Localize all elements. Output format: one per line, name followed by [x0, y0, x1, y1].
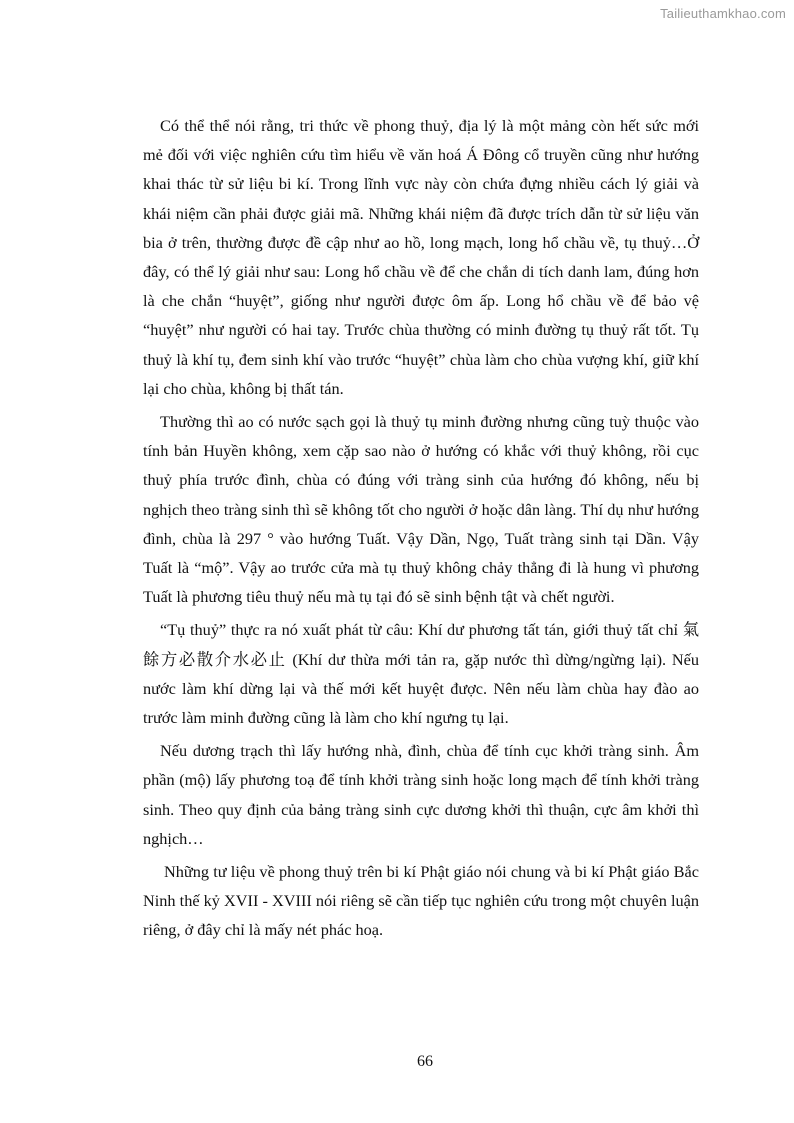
main-text — [143, 111, 699, 949]
paragraph-feng-shui-intro: Có thể thể nói rằng, tri thức về phong thuỷ, địa lý là một mảng còn hết sức mới mẻ đối với việc nghiên cứu tìm hiểu về văn hoá Á Đông cổ truyền cũng như hướng khai thác từ sử liệu bi kí. Trong lĩnh vực này còn chứa đựng nhiều cách lý giải và khái niệm cần phải được giải mã. Những khái niệm đã được trích dẫn từ sử liệu văn bia ở trên, thường được đề cập như ao hồ, long mạch, long hổ chầu về, tụ thuỷ…Ở đây, có thể lý giải như sau: Long hổ chầu về để che chắn di tích danh lam, đúng hơn là che chắn “huyệt”, giống như người được ôm ấp. Long hổ chầu về để bảo vệ “huyệt” như người có hai tay. Trước chùa thường có minh đường tụ thuỷ rất tốt. Tụ thuỷ là khí tụ, đem sinh khí vào trước “huyệt” chùa làm cho chùa vượng khí, giữ khí lại cho chùa, không bị thất tán. — [143, 116, 699, 398]
paragraph-duong-trach: Nếu dương trạch thì lấy hướng nhà, đình, chùa để tính cục khởi tràng sinh. Âm phần (mộ) lấy phương toạ để tính khởi tràng sinh hoặc long mạch để tính khởi tràng sinh. Theo quy định của bảng tràng sinh cực dương khởi thì thuận, cực âm khởi thì nghịch… — [143, 741, 699, 848]
watermark-text: Tailieuthamkhao.com — [660, 6, 786, 21]
paragraph-water-pond: Thường thì ao có nước sạch gọi là thuỷ tụ minh đường nhưng cũng tuỳ thuộc vào tính bản Huyền không, xem cặp sao nào ở hướng có khắc với thuỷ không, rồi cục thuỷ phía trước đình, chùa có đúng với tràng sinh của hướng đó không, nếu bị nghịch theo tràng sinh thì sẽ không tốt cho người ở hoặc dân làng. Thí dụ như hướng đình, chùa là 297 ° vào hướng Tuất. Vậy Dần, Ngọ, Tuất tràng sinh tại Dần. Vậy Tuất là “mộ”. Vậy ao trước cửa mà tụ thuỷ không chảy thẳng đi là hung vì phương Tuất là phương tiêu thuỷ nếu mà tụ tại đó sẽ sinh bệnh tật và chết người. — [143, 412, 699, 607]
page-number: 66 — [417, 1053, 433, 1070]
paragraph-tu-thuy: “Tụ thuỷ” thực ra nó xuất phát từ câu: Khí dư phương tất tán, giới thuỷ tất chỉ 氣餘方必散介水必止 (Khí dư thừa mới tản ra, gặp nước thì dừng/ngừng lại). Nếu nước làm khí dừng lại và thế mới kết huyệt được. Nên nếu làm chùa hay đào ao trước làm minh đường cũng là làm cho khí ngưng tụ lại. — [143, 620, 699, 728]
paragraph-conclusion: Những tư liệu về phong thuỷ trên bi kí Phật giáo nói chung và bi kí Phật giáo Bắc Ninh thế kỷ XVII - XVIII nói riêng sẽ cần tiếp tục nghiên cứu trong một chuyên luận riêng, ở đây chỉ là mấy nét phác hoạ. — [143, 862, 699, 940]
